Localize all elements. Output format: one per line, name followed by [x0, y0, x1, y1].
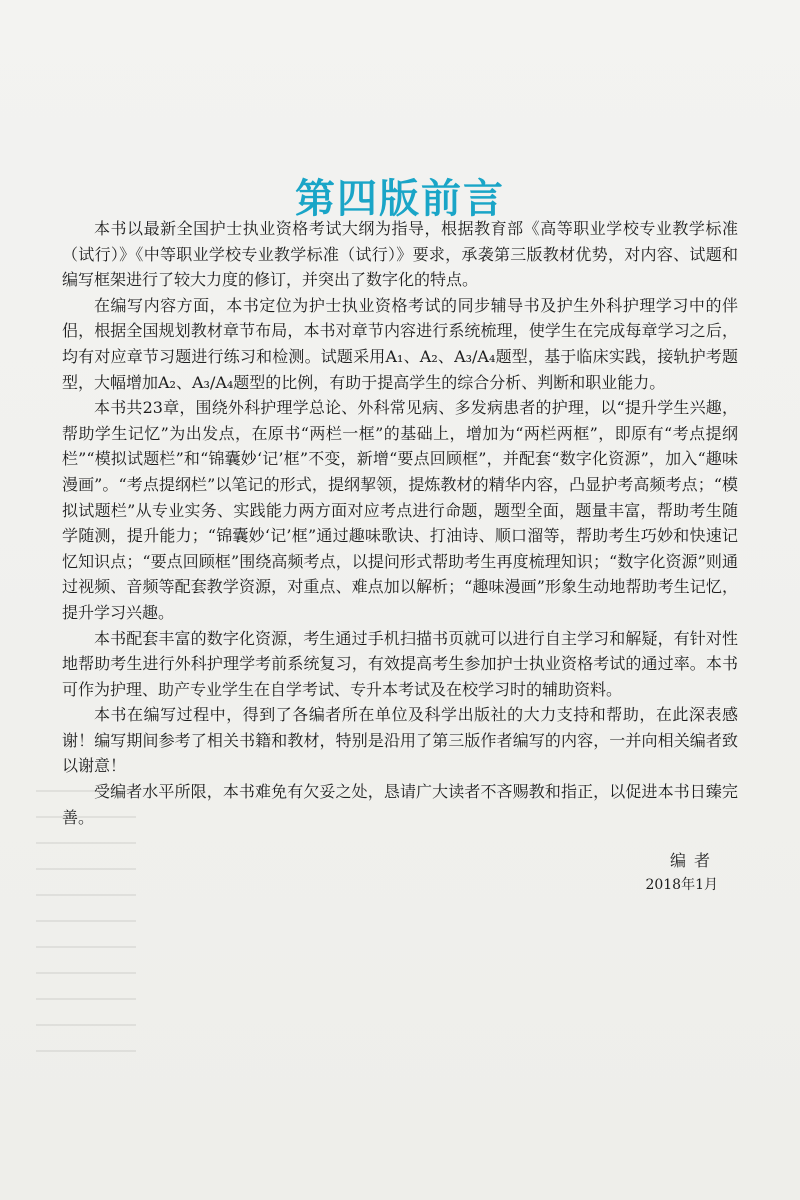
paragraph-5: 本书在编写过程中，得到了各编者所在单位及科学出版社的大力支持和帮助，在此深表感谢！编写期间参考了相关书籍和教材，特别是沿用了第三版作者编写的内容，一并向相关编者致以谢意！ — [62, 705, 738, 776]
paragraph-3: 本书共23章，围绕外科护理学总论、外科常见病、多发病患者的护理，以“提升学生兴趣，帮助学生记忆”为出发点，在原书“两栏一框”的基础上，增加为“两栏两框”，即原有“考点提纲栏”“模拟试题栏”和“锦囊妙‘记’框”不变，新增“要点回顾框”，并配套“数字化资源”，加入“趣味漫画”。“考点提纲栏”以笔记的形式，提纲挈领，提炼教材的精华内容，凸显护考高频考点；“模拟试题栏”从专业实务、实践能力两方面对应考点进行命题，题型全面，题量丰富，帮助考生随学随测，提升能力；“锦囊妙‘记’框”通过趣味歌诀、打油诗、顺口溜等，帮助考生巧妙和快速记忆知识点；“要点回顾框”围绕高频考点，以提问形式帮助考生再度梳理知识；“数字化资源”则通过视频、音频等配套教学资源，对重点、难点加以解析；“趣味漫画”形象生动地帮助考生记忆，提升学习兴趣。 — [62, 398, 738, 622]
author-signature: 编者 — [669, 851, 718, 870]
show-through-lines — [36, 790, 136, 1090]
paragraph-1: 本书以最新全国护士执业资格考试大纲为指导，根据教育部《高等职业学校专业教学标准（试行）》《中等职业学校专业教学标准（试行）》要求，承袭第三版教材优势，对内容、试题和编写框架进行了较大力度的修订，并突出了数字化的特点。 — [62, 219, 738, 290]
paragraph-4: 本书配套丰富的数字化资源，考生通过手机扫描书页就可以进行自主学习和解疑，有针对性地帮助考生进行外科护理学考前系统复习，有效提高考生参加护士执业资格考试的通过率。本书可作为护理、助产专业学生在自学考试、专升本考试及在校学习时的辅助资料。 — [62, 628, 738, 699]
paragraph-6: 受编者水平所限，本书难免有欠妥之处，恳请广大读者不吝赐教和指正，以促进本书日臻完善。 — [62, 782, 738, 827]
preface-date: 2018年1月 — [645, 877, 718, 893]
preface-body — [62, 216, 738, 830]
page-title: 第四版前言 — [295, 175, 505, 222]
paragraph-2: 在编写内容方面，本书定位为护士执业资格考试的同步辅导书及护生外科护理学习中的伴侣，根据全国规划教材章节布局，本书对章节内容进行系统梳理，使学生在完成每章学习之后，均有对应章节习题进行练习和检测。试题采用A₁、A₂、A₃/A₄题型，基于临床实践，接轨护考题型，大幅增加A₂、A₃/A₄题型的比例，有助于提高学生的综合分析、判断和职业能力。 — [62, 295, 738, 392]
